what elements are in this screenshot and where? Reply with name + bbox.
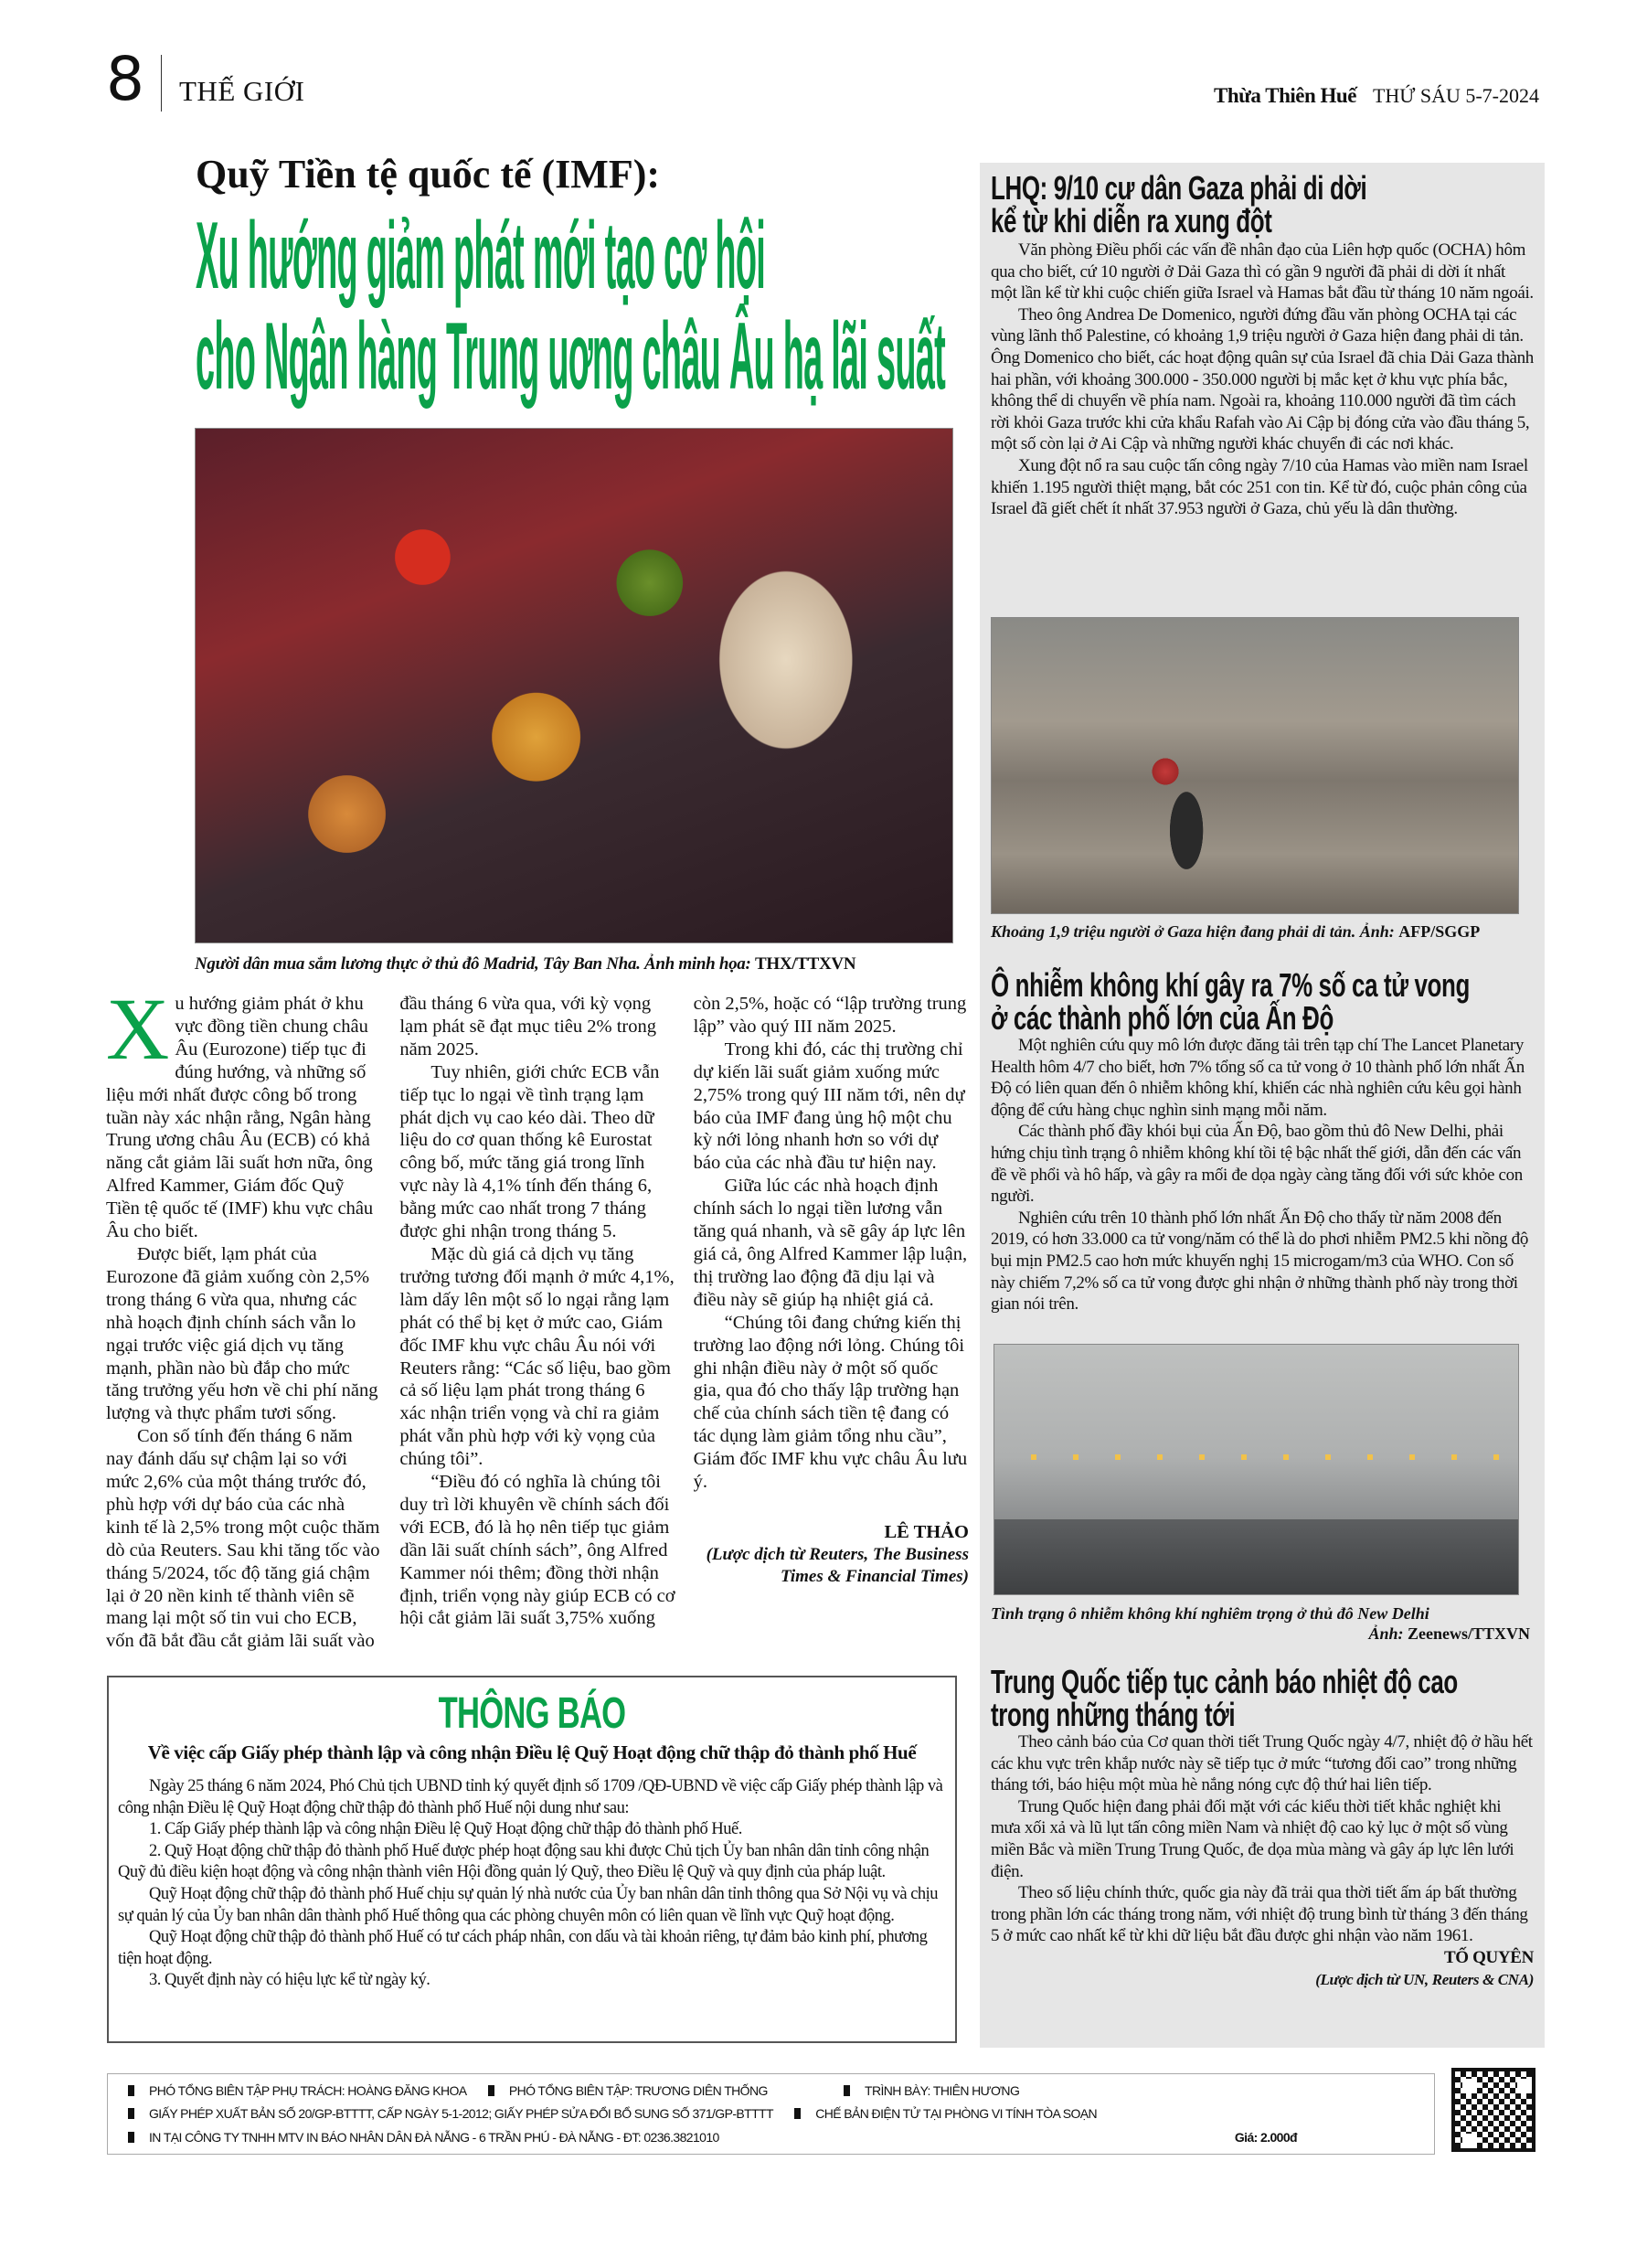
article-headline-line1: Xu hướng giảm phát mới tạo cơ hội: [196, 203, 766, 309]
india-body: [991, 1035, 1534, 1315]
paragraph: Theo ông Andrea De Domenico, người đứng đầu văn phòng OCHA tại các vùng lãnh thổ Palestine, có khoảng 1,9 triệu người ở Gaza hiện đang phải di tản. Ông Domenico cho biết, các hoạt động quân sự của Israel đã chia Dải Gaza thành hai phần, với khoảng 300.000 - 350.000 người bị mắc kẹt ở khu vực phía bắc, không thể di chuyển về phía nam. Ngoài ra, khoảng 110.000 người đã tìm cách rời khỏi Gaza trước khi cửa khẩu Rafah vào Ai Cập bị đóng cửa vào đầu tháng 5, một số còn lại ở Ai Cập và những người khác chuyển đi các nơi khác.: [991, 304, 1534, 454]
bullet-icon: [844, 2085, 850, 2096]
paragraph-text: u hướng giảm phát ở khu vực đồng tiền chung châu Âu (Eurozone) tiếp tục đi đúng hướng, và những số liệu mới nhất được công bố trong tuần này xác nhận rằng, Ngân hàng Trung ương châu Âu (ECB) có khả năng cắt giảm lãi suất hơn nữa, ông Alfred Kammer, Giám đốc Quỹ Tiền tệ quốc tế (IMF) khu vực châu Âu cho biết.: [106, 994, 374, 1242]
issue-date: THỨ SÁU 5-7-2024: [1372, 84, 1539, 107]
paragraph: Các thành phố đầy khói bụi của Ấn Độ, bao gồm thủ đô New Delhi, phải hứng chịu tình trạng ô nhiễm không khí tồi tệ bậc nhất thế giới, dẫn đến các vấn đề về phổi và hô hấp, và gây ra mối đe dọa ngày càng tăng đối với sức khỏe con người.: [991, 1122, 1523, 1207]
notice-paragraph: Quỹ Hoạt động chữ thập đỏ thành phố Huế có tư cách pháp nhân, con dấu và tài khoản riêng, tự đảm bảo kinh phí, phương tiện hoạt động.: [118, 1928, 928, 1968]
photo-credit: THX/TTXVN: [755, 954, 856, 974]
gaza-body: [991, 240, 1534, 520]
source-note: (Lược dịch từ Reuters, The Business Times & Financial Times): [706, 1544, 969, 1586]
header-divider: [161, 55, 162, 112]
india-title-line1: Ô nhiễm không khí gây ra 7% số ca tử vong: [991, 966, 1470, 1004]
imprint-item: IN TẠI CÔNG TY TNHH MTV IN BÁO NHÂN DÂN ĐÀ NẴNG - 6 TRẦN PHÚ - ĐÀ NẴNG - ĐT: 0236.3821010: [149, 2130, 719, 2145]
credit-label: Ảnh:: [1368, 1624, 1404, 1643]
article-paragraph: “Điều đó có nghĩa là chúng tôi duy trì lời khuyên về chính sách đối với ECB, đó là họ nên tiếp tục giảm dần lãi suất chính sách”, ông Alfred Kammer nói thêm; đồng thời nhận định, triển vọng này giúp ECB có cơ hội cắt giảm lãi suất 3,75% xuống còn 2,5%, hoặc có “lập trường trung lập” vào quý III năm 2025.: [399, 994, 967, 1629]
article-paragraph: Mặc dù giá cả dịch vụ tăng trưởng tương đối mạnh ở mức 4,1%, làm dấy lên một số lo ngại rằng lạm phát có thể bị kẹt ở mức cao, Giám đốc IMF khu vực châu Âu nói với Reuters rằng: “Các số liệu, bao gồm cả số liệu lạm phát trong tháng 6 xác nhận triển vọng và chỉ ra giảm phát vẫn phù hợp với kỳ vọng của chúng tôi”.: [399, 1243, 675, 1470]
page-number: 8: [106, 44, 144, 114]
notice-box: [107, 1676, 957, 2043]
notice-paragraph: Quỹ Hoạt động chữ thập đỏ thành phố Huế chịu sự quản lý nhà nước của Ủy ban nhân dân tỉnh thông qua Sở Nội vụ và chịu sự quản lý của Ủy ban nhân dân thành phố Huế thông qua các phòng chuyên môn có liên quan về lĩnh vực Quỹ hoạt động.: [118, 1884, 939, 1925]
notice-subtitle: Về việc cấp Giấy phép thành lập và công nhận Điều lệ Quỹ Hoạt động chữ thập đỏ thành phố Huế: [147, 1741, 917, 1763]
gaza-title-line1: LHQ: 9/10 cư dân Gaza phải di dời: [991, 169, 1367, 207]
section-title: THẾ GIỚI: [179, 75, 305, 107]
bullet-icon: [488, 2085, 494, 2096]
world-news-sidebar: [980, 163, 1545, 2048]
bullet-icon: [794, 2108, 801, 2119]
notice-title: THÔNG BÁO: [438, 1689, 626, 1738]
photo-credit: Zeenews/TTXVN: [1408, 1624, 1530, 1643]
imprint-item: PHÓ TỔNG BIÊN TẬP PHỤ TRÁCH: HOÀNG ĐĂNG KHOA: [149, 2083, 467, 2098]
imprint-item: GIẤY PHÉP XUẤT BẢN SỐ 20/GP-BTTTT, CẤP NGÀY 5-1-2012; GIẤY PHÉP SỬA ĐỔI BỔ SUNG SỐ 371/GP-BTTTT: [149, 2106, 773, 2121]
masthead: [1214, 84, 1539, 108]
article-body: [106, 980, 969, 1660]
paragraph: Theo số liệu chính thức, quốc gia này đã trải qua thời tiết ấm áp bất thường trong phần lớn các tháng trong năm, với nhiệt độ trung bình từ tháng 3 đến tháng 5 ở mức cao nhất kể từ khi dữ liệu bắt đầu được ghi nhận vào năm 1961.: [991, 1883, 1528, 1946]
bullet-icon: [128, 2108, 134, 2119]
source-note: (Lược dịch từ UN, Reuters & CNA): [1315, 1970, 1534, 1988]
bullet-icon: [128, 2132, 134, 2143]
paragraph: Trung Quốc hiện đang phải đối mặt với các kiểu thời tiết khắc nghiệt khi mưa xối xả và lũ lụt tấn công miền Nam và nhiệt độ cao kỷ lục ở một số vùng miền Bắc và miền Trung Trung Quốc, đe dọa mùa màng và gây áp lực lên lưới điện.: [991, 1796, 1514, 1881]
article-paragraph: Trong khi đó, các thị trường chỉ dự kiến lãi suất giảm xuống mức 2,75% trong quý III năm tới, nên dự báo của IMF đang ủng hộ một chu kỳ nới lỏng nhanh hơn so với dự báo của các nhà đầu tư hiện nay.: [693, 1038, 965, 1174]
india-title-line2: ở các thành phố lớn của Ấn Độ: [991, 999, 1334, 1037]
imprint-item: PHÓ TỔNG BIÊN TẬP: TRƯƠNG DIÊN THỐNG: [508, 2083, 768, 2098]
imprint-footer: [107, 2073, 1435, 2155]
china-title-line1: Trung Quốc tiếp tục cảnh báo nhiệt độ cao: [991, 1663, 1458, 1700]
china-title-line2: trong những tháng tới: [991, 1696, 1236, 1733]
author-byline: TỐ QUYÊN: [1443, 1947, 1534, 1967]
paragraph: Một nghiên cứu quy mô lớn được đăng tải trên tạp chí The Lancet Planetary Health hôm 4/7 cho biết, hơn 7% tổng số ca tử vong ở 10 thành phố lớn nhất Ấn Độ có liên quan đến ô nhiễm không khí, khiến các nhà nghiên cứu kêu gọi hành động để cứu hàng chục nghìn sinh mạng mỗi năm.: [991, 1036, 1525, 1120]
article-paragraph: Giữa lúc các nhà hoạch định chính sách lo ngại tiền lương vẫn tăng quá nhanh, và sẽ gây áp lực lên giá cả, ông Alfred Kammer lập luận, thị trường lao động đã dịu lại và điều này sẽ giúp hạ nhiệt giá cả.: [693, 1176, 968, 1310]
price: Giá: 2.000đ: [1234, 2130, 1297, 2145]
photo-caption: [195, 954, 855, 974]
gaza-title-line2: kể từ khi diễn ra xung đột: [991, 202, 1272, 240]
delhi-photo: [994, 1344, 1519, 1595]
photo-credit: AFP/SGGP: [1398, 922, 1481, 941]
market-photo: [195, 428, 953, 943]
china-body: [991, 1731, 1534, 1990]
notice-body: [118, 1776, 946, 1992]
notice-paragraph: Ngày 25 tháng 6 năm 2024, Phó Chủ tịch UBND tỉnh ký quyết định số 1709 /QĐ-UBND về việc cấp Giấy phép thành lập và công nhận Điều lệ Quỹ Hoạt động chữ thập đỏ thành phố Huế nội dung như sau:: [118, 1777, 943, 1817]
article-kicker: Quỹ Tiền tệ quốc tế (IMF):: [196, 152, 660, 197]
bullet-icon: [128, 2085, 134, 2096]
caption-text: Người dân mua sắm lương thực ở thủ đô Madrid, Tây Ban Nha. Ảnh minh họa:: [195, 954, 751, 974]
caption-text: Tình trạng ô nhiễm không khí nghiêm trọng ở thủ đô New Delhi: [991, 1604, 1429, 1623]
article-paragraph: “Chúng tôi đang chứng kiến thị trường lao động nới lỏng. Chúng tôi ghi nhận điều này ở một số quốc gia, qua đó cho thấy lập trường hạn chế của chính sách tiền tệ đang có tác dụng làm giảm tổng nhu cầu”, Giám đốc IMF khu vực châu Âu lưu ý.: [693, 1312, 968, 1493]
paragraph: Xung đột nổ ra sau cuộc tấn công ngày 7/10 của Hamas vào miền nam Israel khiến 1.195 người thiệt mạng, bắt cóc 251 con tin. Kể từ đó, cuộc phản công của Israel đã giết chết ít nhất 37.953 người ở Gaza, chủ yếu là dân thường.: [991, 455, 1528, 519]
paragraph: Nghiên cứu trên 10 thành phố lớn nhất Ấn Độ cho thấy từ năm 2008 đến 2019, có hơn 33.000 ca tử vong/năm có thể là do phơi nhiễm PM2.5 khi nồng độ bụi mịn PM2.5 cao hơn mức khuyến nghị 15 microgam/m3 của WHO. Con số này chiếm 7,2% số ca tử vong được ghi nhận ở những thành phố này trong thời gian nói trên.: [991, 1208, 1528, 1315]
caption-text: Khoảng 1,9 triệu người ở Gaza hiện đang phải di tản. Ảnh:: [991, 922, 1395, 941]
paragraph: Theo cảnh báo của Cơ quan thời tiết Trung Quốc ngày 4/7, nhiệt độ ở hầu hết các khu vực trên khắp nước này sẽ tiếp tục ở mức “tương đối cao” trong những tháng tới, báo hiệu một mùa hè nắng nóng cực độ thứ hai liên tiếp.: [991, 1732, 1533, 1795]
newspaper-name: Thừa Thiên Huế: [1214, 84, 1356, 107]
article-headline-line2: cho Ngân hàng Trung uơng châu Âu hạ lãi suất: [196, 303, 945, 410]
notice-paragraph: 2. Quỹ Hoạt động chữ thập đỏ thành phố Huế được phép hoạt động sau khi được Chủ tịch Ủy ban nhân dân tỉnh công nhận Quỹ đủ điều kiện hoạt động và công nhận thành viên Hội đồng quản lý Quỹ, theo Điều lệ Quỹ và quy định của pháp luật.: [118, 1841, 930, 1882]
article-paragraph: Con số tính đến tháng 6 năm nay đánh dấu sự chậm lại so với mức 2,6% của một tháng trước đó, phù hợp với dự báo của các nhà kinh tế là 2,5% trong một cuộc thăm dò của Reuters. Sau khi tăng tốc vào tháng 5/2024, tốc độ tăng giá chậm lại ở 20 nền kinh tế thành viên sẽ mang lại một số tin vui cho ECB, vốn đã bắt đầu cắt giảm lãi suất vào đầu tháng 6 vừa qua, với kỳ vọng lạm phát sẽ đạt mục tiêu 2% trong năm 2025.: [106, 994, 656, 1652]
imprint-item: CHẾ BẢN ĐIỆN TỬ TẠI PHÒNG VI TÍNH TÒA SOẠN: [815, 2106, 1098, 2121]
article-paragraph: Tuy nhiên, giới chức ECB vẫn tiếp tục lo ngại về tình trạng lạm phát dịch vụ cao kéo dài. Theo dữ liệu do cơ quan thống kê Eurostat công bố, mức tăng giá trong lĩnh vực này là 4,1% tính đến tháng 6, bằng mức cao nhất trong 7 tháng được ghi nhận trong tháng 5.: [399, 1061, 660, 1242]
article-paragraph: Được biết, lạm phát của Eurozone đã giảm xuống còn 2,5% trong tháng 6 vừa qua, nhưng các nhà hoạch định chính sách vẫn lo ngại trước việc giá dịch vụ tăng mạnh, phần nào bù đắp cho mức tăng trưởng yếu hơn về chi phí năng lượng và thực phẩm tươi sống.: [106, 1243, 378, 1424]
notice-paragraph: 1. Cấp Giấy phép thành lập và công nhận Điều lệ Quỹ Hoạt động chữ thập đỏ thành phố Huế.: [149, 1820, 742, 1839]
gaza-photo: [991, 617, 1519, 914]
imprint-item: TRÌNH BÀY: THIÊN HƯƠNG: [865, 2083, 1020, 2098]
paragraph: Văn phòng Điều phối các vấn đề nhân đạo của Liên hợp quốc (OCHA) hôm qua cho biết, cứ 10 người ở Dải Gaza thì có gần 9 người đã phải di dời ít nhất một lần kể từ khi cuộc chiến giữa Israel và Hamas bắt đầu từ tháng 10 năm ngoái.: [991, 240, 1534, 303]
author-byline: LÊ THẢO: [884, 1521, 969, 1542]
notice-paragraph: 3. Quyết định này có hiệu lực kể từ ngày ký.: [149, 1971, 430, 1990]
article-paragraph: [106, 980, 381, 1243]
delhi-caption: [991, 1603, 1530, 1644]
qr-code[interactable]: [1451, 2068, 1535, 2152]
gaza-caption: [991, 921, 1530, 942]
drop-cap: X: [106, 980, 170, 1078]
